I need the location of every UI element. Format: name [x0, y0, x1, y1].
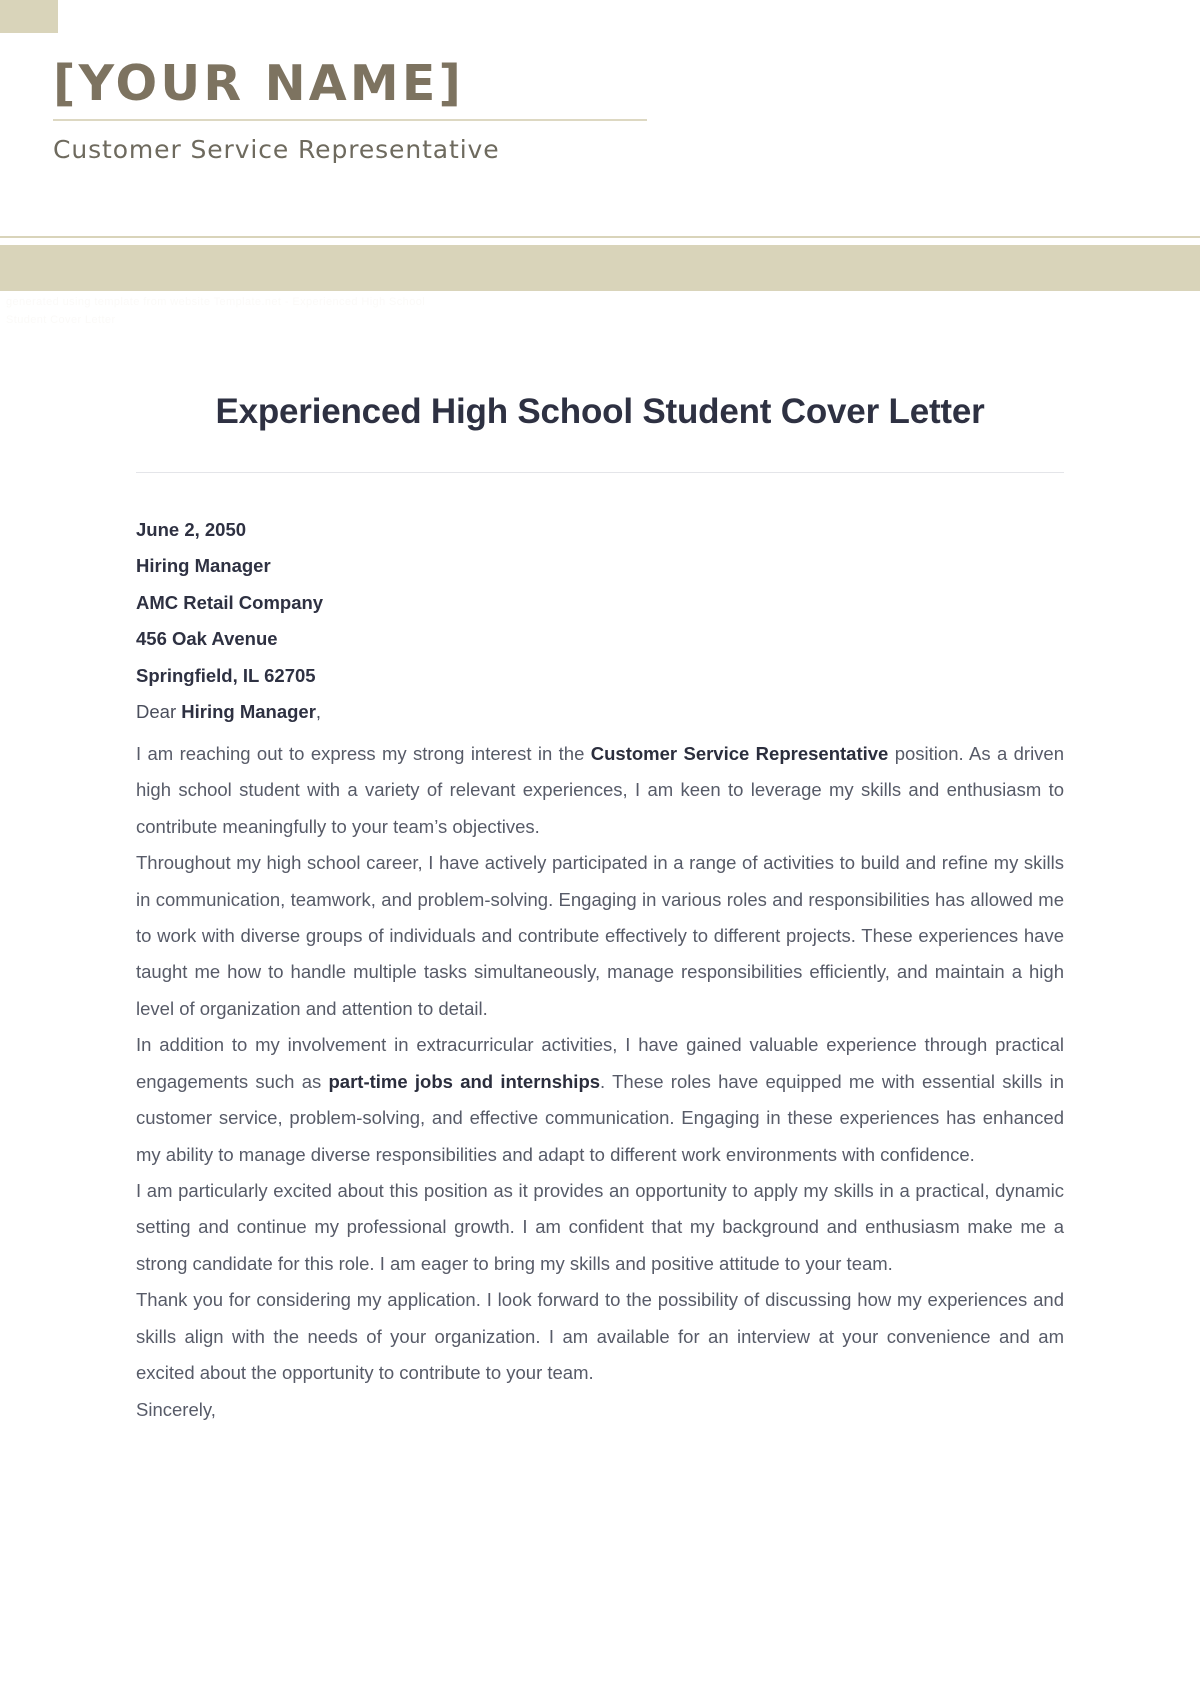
salutation-name: Hiring Manager — [181, 701, 316, 723]
paragraph-3-emphasis: part-time jobs and internships — [328, 1070, 601, 1092]
header-accent-band — [0, 245, 1200, 291]
recipient-street: 456 Oak Avenue — [136, 628, 278, 650]
paragraph-3-text-b: . These roles have equipped me with essential skills in customer service, problem-solving, and effective communication. Engaging in these experiences has enhanced my ability to manage diverse responsibilities and adapt to different work environments with confidence. — [136, 1070, 1064, 1165]
letterhead-rule — [53, 119, 647, 121]
letter-paragraph-2: Throughout my high school career, I have actively participated in a range of activities to build and refine my skills in communication, teamwork, and problem-solving. Engaging in various roles and responsibilities has allowed me to work with diverse groups of individuals and contribute effectively to different projects. These experiences have taught me how to handle multiple tasks simultaneously, manage responsibilities efficiently, and maintain a high level of organization and attention to detail. — [136, 852, 1064, 1019]
salutation — [136, 703, 1064, 722]
letter-date: June 2, 2050 — [136, 518, 247, 540]
paragraph-1-text-b: position. As a driven high school student with a variety of relevant experiences, I am keen to leverage my skills and enthusiasm to contribute meaningfully to your team’s objectives. — [136, 742, 1065, 837]
letter-closing: Sincerely, — [136, 1398, 216, 1420]
applicant-job-title: Customer Service Representative — [53, 134, 500, 164]
salutation-suffix: , — [315, 701, 322, 723]
paragraph-1-text-a: I am reaching out to express my strong interest in the — [136, 742, 591, 764]
recipient-name: Hiring Manager — [136, 555, 271, 577]
recipient-city-state-zip: Springfield, IL 62705 — [136, 664, 316, 686]
recipient-company: AMC Retail Company — [136, 591, 324, 613]
page-title: Experienced High School Student Cover Letter — [215, 392, 985, 431]
letterhead — [0, 0, 1200, 238]
letterhead-content — [53, 55, 653, 164]
document-body — [0, 330, 1200, 1428]
letter-paragraph-1 — [136, 736, 1064, 845]
letter-paragraph-4: I am particularly excited about this position as it provides an opportunity to apply my skills in a practical, dynamic setting and continue my professional growth. I am confident that my background and enthusiasm make me a strong candidate for this role. I am eager to bring my skills and positive attitude to your team. — [136, 1180, 1064, 1274]
letter-paragraph-3 — [136, 1027, 1064, 1173]
header-hairline — [0, 236, 1200, 238]
cover-letter — [136, 473, 1064, 1428]
paragraph-1-emphasis: Customer Service Representative — [590, 742, 889, 764]
paragraph-3-text-a: In addition to my involvement in extracurricular activities, I have gained valuable experience through practical engagements such as — [136, 1034, 1064, 1092]
letter-paragraph-5: Thank you for considering my application. I look forward to the possibility of discussing how my experiences and skills align with the needs of your organization. I am available for an interview at your convenience and am excited about the opportunity to contribute to your team. — [136, 1289, 1064, 1384]
watermark-text: generated using template from website Template.net - Experienced High School Student Cover Letter — [6, 296, 426, 326]
salutation-prefix: Dear — [136, 701, 182, 723]
applicant-name: [YOUR NAME] — [53, 55, 465, 112]
